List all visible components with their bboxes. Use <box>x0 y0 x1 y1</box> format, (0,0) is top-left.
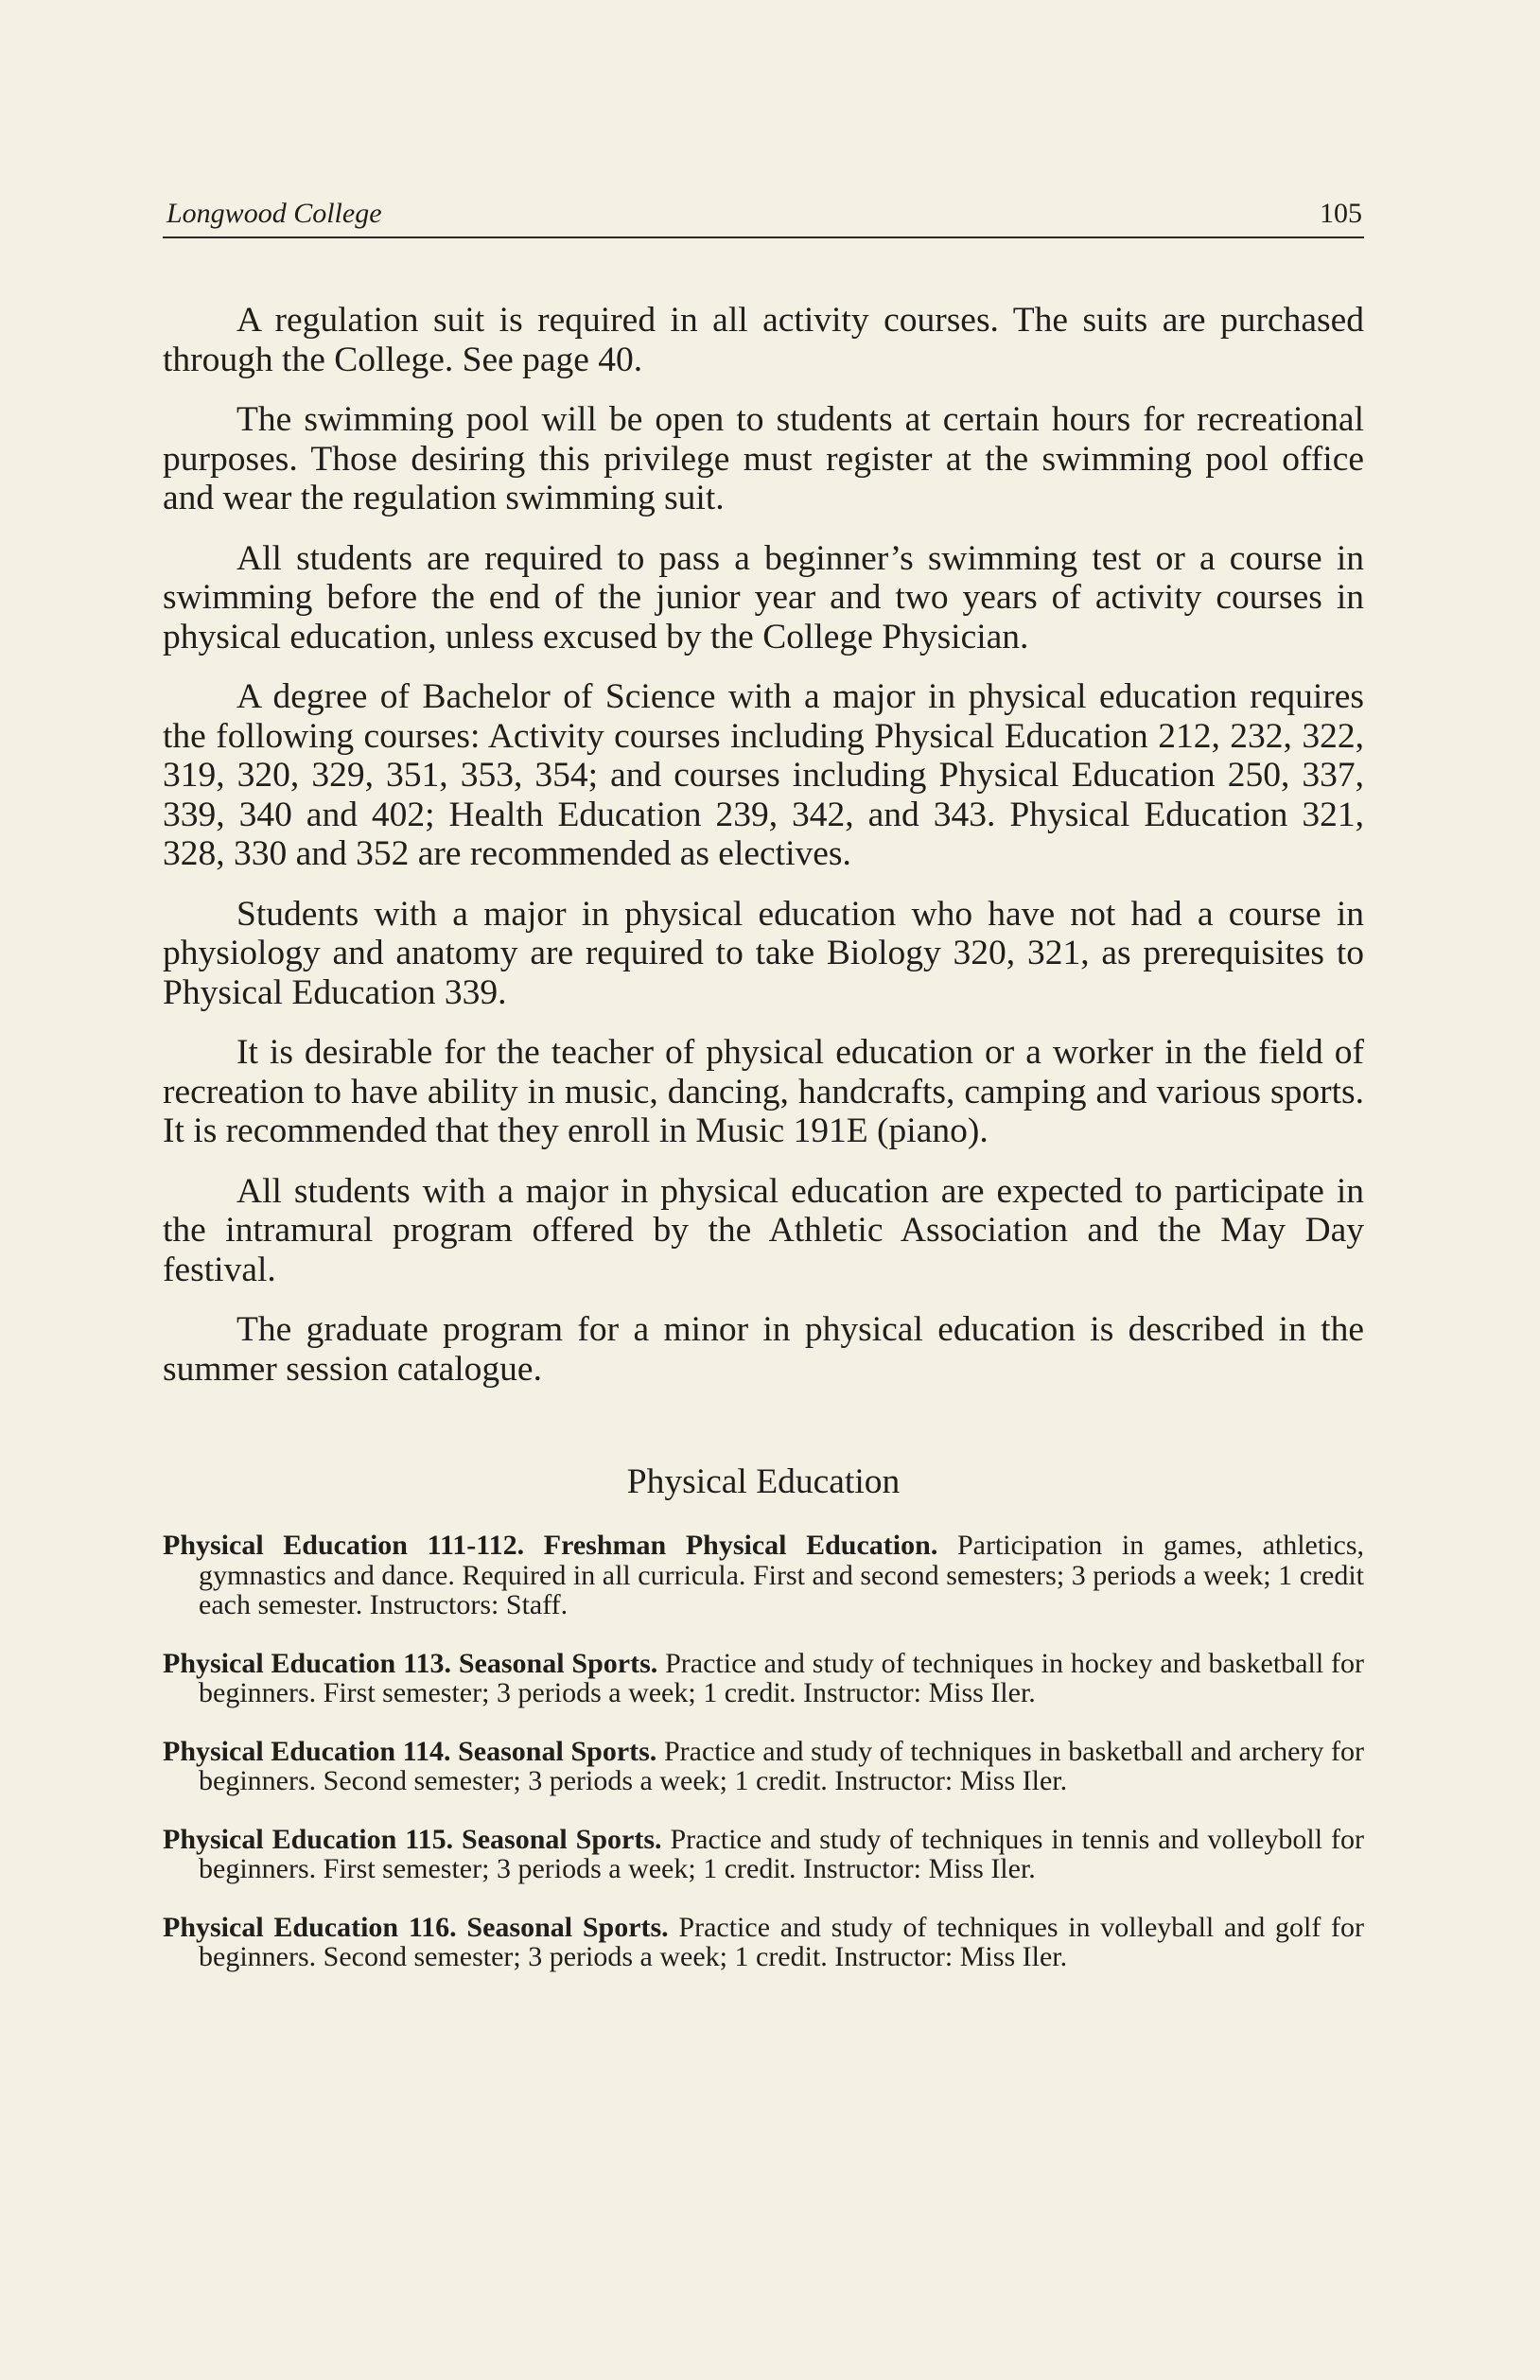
course-title: Seasonal Sports. <box>458 1735 657 1767</box>
course-number: Physical Education 113. <box>163 1647 451 1679</box>
paragraph-graduate-program: The graduate program for a minor in physical education is described in the summer session catalogue. <box>163 1310 1364 1389</box>
course-number: Physical Education 115. <box>163 1823 454 1855</box>
course-description: Participation in games, athletics, gymnastics and dance. Required in all curricula. First and second semesters; 3 periods a week; 1 credit each semester. Instructors: Staff. <box>199 1530 1365 1620</box>
section-heading: Physical Education <box>626 1462 901 1501</box>
course-entry <box>163 1531 1364 1620</box>
body-text <box>163 301 1364 2001</box>
course-entry <box>163 1913 1364 1972</box>
course-entry <box>163 1825 1364 1884</box>
course-description: Practice and study of techniques in tennis and volleyboll for beginners. First semester; 3 periods a week; 1 credit. Instructor: Miss Iler. <box>199 1823 1365 1884</box>
course-number: Physical Education 111-112. <box>163 1530 525 1561</box>
paragraph-regulation-suit: A regulation suit is required in all activity courses. The suits are purchased through the College. See page 40. <box>163 301 1364 379</box>
course-title: Freshman Physical Education. <box>543 1530 938 1561</box>
header-title: Longwood College <box>166 198 382 229</box>
course-number: Physical Education 114. <box>163 1735 451 1767</box>
paragraph-intramural-program: All students with a major in physical education are expected to participate in the intramural program offered by the Athletic Association and the May Day festival. <box>163 1171 1364 1289</box>
paragraph-swimming-test: All students are required to pass a beginner’s swimming test or a course in swimming before the end of the junior year and two years of activity courses in physical education, unless excused by the College Physician. <box>163 538 1364 656</box>
paragraph-desirable-abilities: It is desirable for the teacher of physical education or a worker in the field of recreation to have ability in music, dancing, handcrafts, camping and various sports. It is recommended that they enroll in Music 191E (piano). <box>163 1033 1364 1150</box>
course-description: Practice and study of techniques in basketball and archery for beginners. Second semester; 3 periods a week; 1 credit. Instructor: Miss Iler. <box>199 1735 1365 1796</box>
course-description: Practice and study of techniques in hockey and basketball for beginners. First semester; 3 periods a week; 1 credit. Instructor: Miss Iler. <box>199 1647 1365 1708</box>
course-description: Practice and study of techniques in volleyball and golf for beginners. Second semester; 3 periods a week; 1 credit. Instructor: Miss Iler. <box>199 1911 1365 1972</box>
page-number: 105 <box>1320 198 1362 229</box>
course-title: Seasonal Sports. <box>466 1911 669 1943</box>
paragraph-degree-requirements: A degree of Bachelor of Science with a major in physical education requires the following courses: Activity courses including Physical Education 212, 232, 322, 319, 320, 329, 351, 353, 354; and courses including Physical Education 250, 337, 339, 340 and 402; Health Education 239, 342, and 343. Physical Education 321, 328, 330 and 352 are recommended as electives. <box>163 677 1364 873</box>
course-entry <box>163 1737 1364 1796</box>
course-title: Seasonal Sports. <box>458 1647 658 1679</box>
paragraph-swimming-pool: The swimming pool will be open to students at certain hours for recreational purposes. Those desiring this privilege must register at the swimming pool office and wear the regulation swimming suit. <box>163 400 1364 517</box>
paragraph-biology-prerequisites: Students with a major in physical education who have not had a course in physiology and anatomy are required to take Biology 320, 321, as prerequisites to Physical Education 339. <box>163 894 1364 1012</box>
course-entry <box>163 1649 1364 1708</box>
course-number: Physical Education 116. <box>163 1911 457 1943</box>
running-header <box>163 195 1364 238</box>
course-title: Seasonal Sports. <box>462 1823 662 1855</box>
